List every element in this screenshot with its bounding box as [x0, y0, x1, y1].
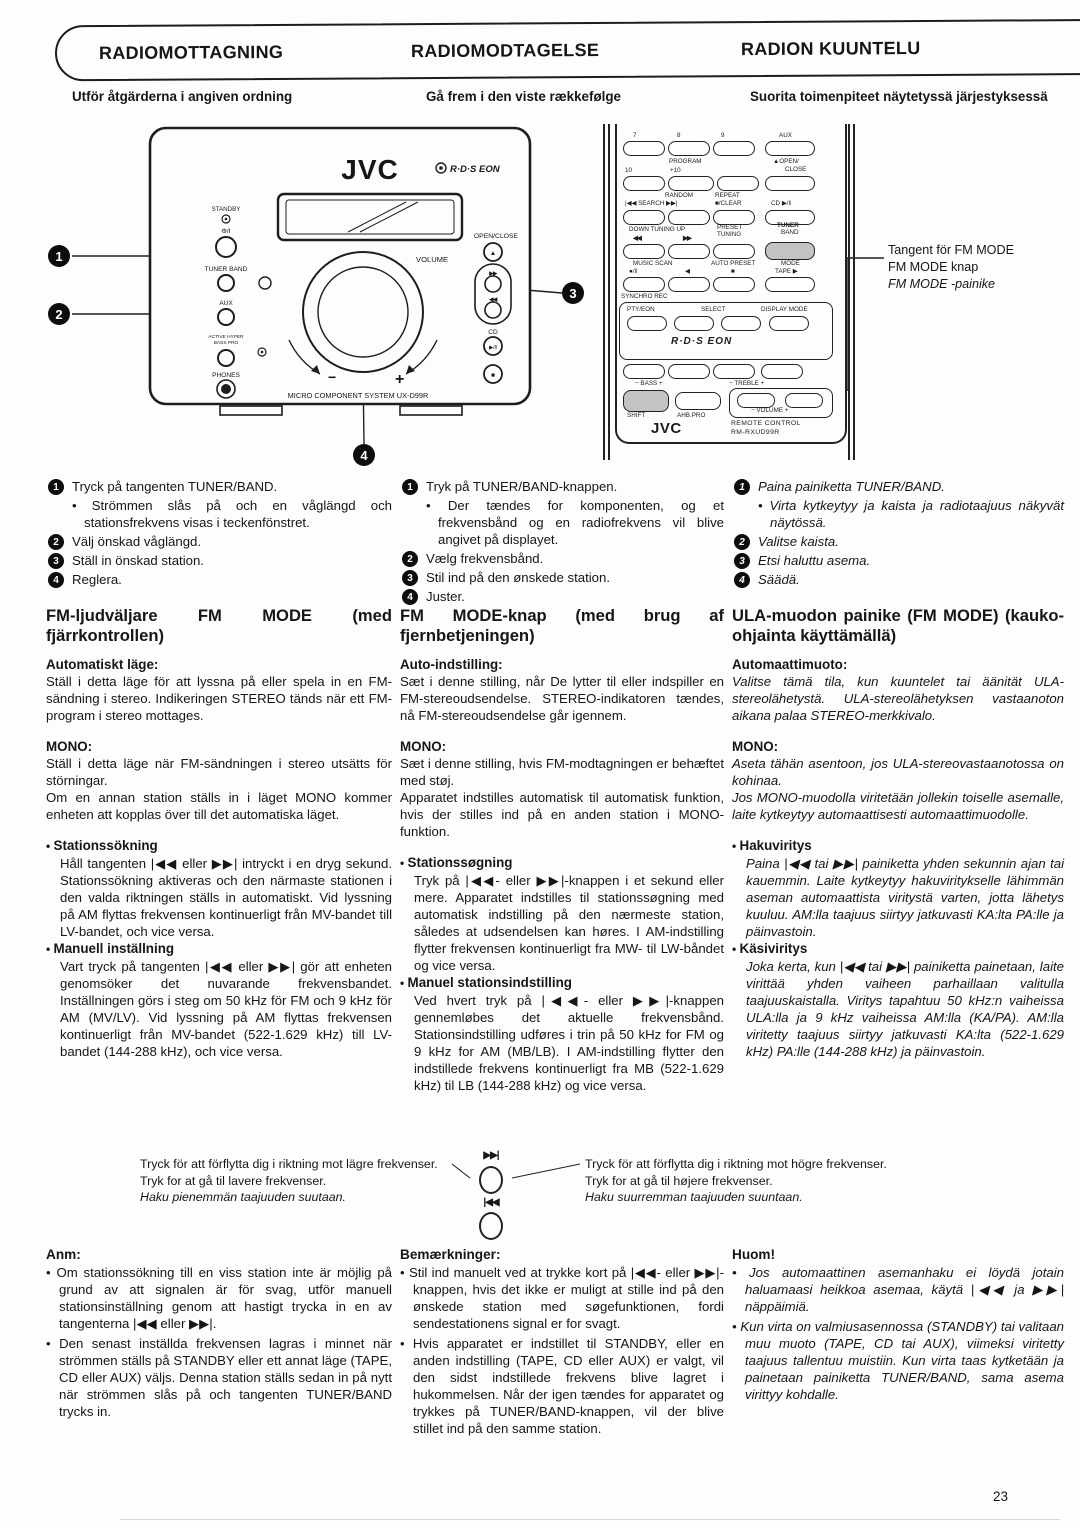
skip-higher-sv: Tryck för att förflytta dig i riktning mot högre frekvenser. [585, 1157, 887, 1171]
manual-tuning-heading: • Manuell inställning [46, 940, 392, 958]
step-3-badge: 3 [402, 570, 418, 586]
title-swedish: RADIOMOTTAGNING [98, 41, 284, 63]
fm-mode-callout-fi: FM MODE -painike [888, 277, 996, 291]
notes-danish [400, 1246, 724, 1440]
remote-random-label: RANDOM [665, 192, 693, 199]
remote-shift-key [623, 390, 669, 412]
remote-search-back-key [623, 210, 665, 225]
page-number: 23 [993, 1489, 1009, 1504]
step-2-badge: 2 [734, 534, 750, 550]
skip-back-icon: |◀◀ [483, 1196, 499, 1208]
remote-bass-down-key [623, 364, 665, 379]
device-foot [220, 406, 282, 415]
step-2-badge: 2 [48, 534, 64, 550]
open-close-label: OPEN/CLOSE [473, 233, 519, 240]
remote-open-close-key [765, 176, 815, 191]
callout-3: 3 [562, 282, 584, 304]
auto-mode-text: Sæt i denne stilling, når De lytter til eller indspiller en FM-stereoudsendelse. STEREO-indikatoren tændes, nå FM-stereoudsendelse går igennem. [400, 674, 724, 723]
skip-higher-fi: Haku suurremman taajuuden suuntaan. [585, 1190, 803, 1204]
fm-mode-callout [888, 242, 1014, 293]
remote-synchro-rec-label: SYNCHRO REC [621, 293, 668, 300]
remote-bass-label: − BASS + [635, 380, 663, 387]
volume-minus: − [328, 369, 337, 385]
remote-tuner-label: TUNER [777, 222, 799, 229]
remote-key-8-label: 8 [677, 132, 681, 139]
skip-back-button [479, 1212, 503, 1240]
auto-mode-heading: Automatiskt läge: [46, 657, 159, 672]
step-text: Juster. [426, 589, 465, 604]
step-text: Stil ind på den ønskede station. [426, 570, 611, 585]
step-text: Valitse kaista. [758, 534, 839, 549]
skip-forward-icon: ▶▶| [483, 1150, 499, 1161]
remote-ff-icon: ▶▶ [683, 235, 691, 242]
remote-treble-up-key [761, 364, 803, 379]
auto-mode-text: Ställ i detta läge för att lyssna på eller spela in en FM-sändning i stereo. Indikeringen STEREO tänds när ett FM-program i stereo mottages. [46, 674, 392, 723]
remote-treble-down-key [713, 364, 755, 379]
remote-key-9-label: 9 [721, 132, 725, 139]
section-danish [400, 606, 724, 1094]
note-item: • Den senast inställda frekvensen lagras i minnet när strömmen ställs på STANDBY eller ett annat läge (TAPE, CD eller AUX) väljs. Denna station ställs sedan in på nytt när strömmen slås på och tangenten TUNER/BAND trycks in. [46, 1335, 392, 1420]
skip-note-left [140, 1156, 458, 1206]
remote-volume-up-key [785, 393, 823, 408]
remote-tape-key [765, 277, 815, 292]
remote-pty-key [627, 316, 667, 331]
remote-control-label: REMOTE CONTROL [731, 420, 801, 427]
step-4-badge: 4 [402, 589, 418, 605]
device-foot [400, 406, 462, 415]
remote-program-label: PROGRAM [669, 158, 702, 165]
step-text: Säädä. [758, 572, 800, 587]
stop-icon: ■ [491, 372, 495, 379]
section-swedish [46, 606, 392, 1094]
remote-clear-label: ■/CLEAR [715, 200, 742, 207]
volume-plus: + [395, 371, 405, 388]
eject-icon: ▲ [489, 250, 497, 257]
note-item: • Jos automaattinen asemanhaku ei löydä jotain haluamaasi heikkoa asemaa, käytä |◀◀ ja ▶▶| näppäimiä. [732, 1264, 1064, 1315]
ahb-label-1: ACTIVE HYPER [208, 335, 244, 340]
remote-select-down-key [674, 316, 714, 331]
play-pause-icon: ▶/‖ [489, 345, 497, 351]
remote-preset-tuning-key [713, 244, 755, 259]
skip-higher-da: Tryk for at gå til højere frekvenser. [585, 1173, 773, 1188]
remote-volume-label: − VOLUME + [751, 407, 789, 414]
manual-tuning-text: Joka kerta, kun |◀◀ tai ▶▶| painiketta painetaan, laite virittää yhden vaiheen parhaillaan valitulla taajuuskaistalla. Viritys tapahtuu 50 kHz:n vaiheissa ULA:lla ja 9 kHz vaiheissa AM:lla (KA/PA). AM:lla viritetty taajuus siirtyy jatkuvasti KA:lta (522-1.629 kHz) PA:lle (144-288 kHz) ja päinvastoin. [746, 959, 1064, 1059]
illustration-area [0, 118, 1080, 478]
device-rds-label: R·D·S EON [450, 164, 500, 175]
subtitle-danish: Gå frem i den viste rækkefølge [426, 89, 621, 104]
notes-finnish [732, 1246, 1064, 1440]
step-4-badge: 4 [48, 572, 64, 588]
step-2-badge: 2 [402, 551, 418, 567]
remote-search-fwd-key [668, 210, 710, 225]
phones-label: PHONES [212, 372, 240, 379]
seek-tuning-text: Paina |◀◀ tai ▶▶| painiketta yhden sekunnin ajan tai kauemmin. Laite kytkeytyy hakuviritykselle lähimmän aseman automaattista viritystä varten, jotta lähetys kuuluu. AM:lla taajuus siirtyy jatkuvasti KA:lta PA:lle ja päinvastoin. [746, 856, 1064, 939]
fm-mode-sections [46, 606, 1064, 1094]
remote-shift-label: SHIFT [627, 412, 646, 419]
remote-treble-label: − TREBLE + [729, 380, 765, 387]
remote-spare-key [717, 176, 759, 191]
skip-lower-fi: Haku pienemmän taajuuden suutaan. [140, 1190, 346, 1204]
notes-heading: Anm: [46, 1247, 81, 1262]
step-text: Reglera. [72, 572, 122, 587]
manual-tuning-text: Vart tryck på tangenten |◀◀ eller ▶▶| gör att enheten genomsöker det nuvarande frekvensbandet. Inställningen görs i steg om 50 kHz för FM och 9 kHz för AM (MV/LV). Vid lyssning på AM flyttas frekvensen kontinuerligt från MV-bandet (522-1.629 kHz) till LV-bandet (144-288 kHz), och vice versa. [60, 959, 392, 1059]
remote-ahb-pro-key [675, 392, 721, 410]
manual-tuning-text: Ved hvert tryk på |◀◀- eller ▶▶|-knappen gennemløbes det aktuelle frekvensbånd. Stationsindstilling udføres i trin på 50 kHz for FM og 9 kHz for AM (MB/LB). I AM-indstilling flytter den indstillede frekvens kontinuerligt fra MB (522-1.629 kHz) til LB (144-288 kHz) og vice versa. [414, 993, 724, 1093]
remote-key-7-label: 7 [633, 132, 637, 139]
seek-tuning-heading: • Stationssökning [46, 837, 392, 855]
step-1-badge: 1 [402, 479, 418, 495]
mono-heading: MONO: [732, 739, 779, 754]
remote-volume-down-key [737, 393, 775, 408]
auto-mode-heading: Auto-indstilling: [400, 657, 503, 672]
section-finnish [732, 606, 1064, 1094]
remote-plus10-key [668, 176, 714, 191]
step-subtext: • Der tændes for komponenten, og et frekvensbånd og en radiofrekvens vil blive angivet på displayet. [426, 497, 724, 548]
skip-note-right [585, 1156, 915, 1206]
note-item: • Kun virta on valmiusasennossa (STANDBY) tai valitaan muu muoto (TAPE, CD tai AUX), viimeksi viritetty taajuus tallentuu muistiin. Kun virta taas kytketään ja painetaan painiketta TUNER/BAND, sama asema virittyy kohdalle. [732, 1318, 1064, 1403]
remote-pty-eon-label: PTY/EON [627, 306, 655, 313]
title-danish: RADIOMODTAGELSE [410, 39, 600, 61]
step-subtext: • Strömmen slås på och en våglängd och stationsfrekvens visas i teckenfönstret. [72, 497, 392, 531]
callout-1: 1 [48, 245, 70, 267]
step-1-badge: 1 [734, 479, 750, 495]
skip-lower-sv: Tryck för att förflytta dig i riktning mot lägre frekvenser. [140, 1157, 438, 1171]
notes-swedish [46, 1246, 392, 1440]
remote-tape-label: TAPE ▶ [775, 268, 798, 275]
section-title: FM-ljudväljare FM MODE (med fjärrkontrollen) [46, 606, 392, 645]
remote-tuning-up-key [668, 244, 710, 259]
remote-mode-label: MODE [781, 260, 800, 267]
remote-tuning-label: TUNING [717, 231, 742, 238]
remote-band-label: BAND [781, 229, 799, 236]
remote-plus10-label: +10 [670, 167, 681, 174]
skip-forward-button [479, 1166, 503, 1194]
remote-clear-key [713, 210, 755, 225]
seek-tuning-text: Tryk på |◀◀- eller ▶▶|-knappen i et sekund eller mere. Apparatet indstilles til stationssøgning med automatisk indstilling på den nærmeste station, således at udsendelsen kan høres. I AM-indstilling flytter frekvensen kontinuerligt fra MW- til LW-båndet og vice versa. [414, 873, 724, 973]
steps-swedish [46, 478, 392, 607]
fm-mode-callout-da: FM MODE knap [888, 260, 979, 274]
manual-tuning-heading: • Käsiviritys [732, 940, 1064, 958]
subtitle-row [46, 88, 1064, 105]
subtitle-swedish: Utför åtgärderna i angiven ordning [72, 89, 293, 104]
step-text: Etsi haluttu asema. [758, 553, 871, 568]
remote-key-9 [713, 141, 755, 156]
fm-mode-callout-sv: Tangent för FM MODE [888, 243, 1014, 257]
mono-heading: MONO: [46, 739, 93, 754]
remote-illustration [603, 124, 855, 460]
note-item: • Hvis apparatet er indstillet til STANDBY, eller en anden indstilling (TAPE, CD eller AUX) er valgt, vil den sidst indstillede frekvens blive lagret i hukommelsen. Når der igen tændes for apparatet og trykkes på TUNER/BAND-knappen, vil der blive stillet ind på den samme station. [400, 1335, 724, 1437]
note-item: • Om stationssökning till en viss station inte är möjlig på grund av att signalen är för svag, utför manuell stationsinställning genom att hastigt trycka in en av tangenterna |◀◀ eller ▶▶|. [46, 1264, 392, 1332]
remote-aux-key [765, 141, 815, 156]
skip-note [0, 1148, 1080, 1240]
cd-label: CD [488, 329, 498, 336]
step-text: Vælg frekvensbånd. [426, 551, 544, 566]
step-text: Välj önskad våglängd. [72, 534, 202, 549]
remote-key-10-label: 10 [625, 167, 633, 174]
header-band [55, 19, 1080, 82]
steps-finnish [732, 478, 1064, 607]
note-item: • Stil ind manuelt ved at trykke kort på |◀◀- eller ▶▶|-knappen, hvis det ikke er muligt at stille ind på den ønskede station med søgefunktionen, fordi sendestationens signal er for svagt. [400, 1264, 724, 1332]
step-4-badge: 4 [734, 572, 750, 588]
remote-repeat-label: REPEAT [715, 192, 740, 199]
remote-model-label: RM-RXUD99R [731, 429, 780, 436]
seek-tuning-text: Håll tangenten |◀◀ eller ▶▶| intryckt i en dryg sekund. Stationssökning aktiveras och den närmaste stationen i den valda riktningen ställs in automatiskt. Vid lyssning på AM flyttas frekvensen kontinuerligt från MV-bandet till LV-bandet, och vice versa. [60, 856, 392, 939]
manual-tuning-heading: • Manuel stationsindstilling [400, 974, 724, 992]
skip-lower-da: Tryk for at gå til lavere frekvenser. [140, 1173, 327, 1188]
device-model: MICRO COMPONENT SYSTEM UX-D99R [287, 391, 429, 400]
device-illustration [148, 122, 588, 422]
remote-rds-logo: R·D·S EON [671, 336, 733, 347]
mono-text-2: Om en annan station ställs in i läget MONO kommer enheten att kopplas över till det automatiska läget. [46, 790, 392, 822]
mono-text-2: Jos MONO-muodolla viritetään jollekin toiselle asemalle, laite kytkeytyy automaattisesti automaattimuodolle. [732, 790, 1064, 822]
tuner-band-label: TUNER BAND [204, 266, 248, 273]
callout-2: 2 [48, 303, 70, 325]
skip-forward-icon: ▶▶ [489, 271, 497, 277]
remote-ahb-pro-label: AHB.PRO [677, 412, 706, 419]
remote-stop-key [713, 277, 755, 292]
remote-key-8 [668, 141, 710, 156]
remote-tuning-down-key [623, 244, 665, 259]
remote-display-mode-label: DISPLAY MODE [761, 306, 808, 313]
remote-auto-preset-label: AUTO PRESET [711, 260, 756, 267]
remote-select-label: SELECT [701, 306, 726, 313]
auto-mode-heading: Automaattimuoto: [732, 657, 848, 672]
remote-play-key [668, 277, 710, 292]
skip-back-icon: ◀◀ [489, 297, 497, 303]
step-text: Tryk på TUNER/BAND-knappen. [426, 479, 618, 494]
mono-heading: MONO: [400, 739, 447, 754]
remote-music-scan-label: MUSIC SCAN [633, 260, 673, 267]
step-1-badge: 1 [48, 479, 64, 495]
seek-tuning-heading: • Hakuviritys [732, 837, 1064, 855]
remote-display-mode-key [769, 316, 809, 331]
mono-text-2: Apparatet indstilles automatisk til automatisk funktion, hvis der stilles ind på en anden station i MONO-funktion. [400, 790, 724, 839]
remote-brand-logo: JVC [651, 420, 682, 437]
title-finnish: RADION KUUNTELU [740, 37, 921, 59]
remote-rec-pause-key [623, 277, 665, 292]
notes-heading: Bemærkninger: [400, 1247, 501, 1262]
step-3-badge: 3 [48, 553, 64, 569]
seek-tuning-heading: • Stationssøgning [400, 854, 724, 872]
section-title: ULA-muodon painike (FM MODE) (kauko-ohjainta käyttämällä) [732, 606, 1064, 645]
power-label: Φ/I [221, 228, 231, 235]
callout-4: 4 [353, 444, 375, 466]
remote-select-up-key [721, 316, 761, 331]
remote-aux-label: AUX [779, 132, 792, 139]
notes-heading: Huom! [732, 1247, 776, 1262]
auto-mode-text: Valitse tämä tila, kun kuuntelet tai äänität ULA-stereolähetystä. ULA-stereolähetyksen vastaanoton aikana palaa STEREO-merkkivalo. [732, 674, 1064, 723]
mono-text-1: Sæt i denne stilling, hvis FM-modtagningen er behæftet med støj. [400, 756, 724, 788]
remote-key-7 [623, 141, 665, 156]
remote-bass-up-key [668, 364, 710, 379]
remote-key-10 [623, 176, 665, 191]
remote-rec-pause-label: ●/‖ [629, 268, 638, 275]
remote-search-label: |◀◀ SEARCH ▶▶| [625, 200, 678, 207]
steps-row [46, 478, 1064, 607]
remote-play-left-label: ◀ [685, 268, 690, 275]
scan-artifact [120, 1519, 1060, 1520]
volume-label: VOLUME [416, 255, 449, 264]
device-brand-logo: JVC [341, 154, 399, 185]
ahb-label-2: BASS PRO [213, 341, 239, 346]
remote-open-label-1: ▲OPEN/ [773, 158, 799, 165]
step-text: Paina painiketta TUNER/BAND. [758, 479, 945, 494]
step-3-badge: 3 [734, 553, 750, 569]
mono-text-1: Aseta tähän asentoon, jos ULA-stereovastaanotossa on kohinaa. [732, 756, 1064, 788]
remote-stop-label: ■ [731, 268, 735, 275]
step-subtext: • Virta kytkeytyy ja kaista ja radiotaajuus näkyvät näytössä. [758, 497, 1064, 531]
mono-text-1: Ställ i detta läge när FM-sändningen i stereo utsätts för störningar. [46, 756, 392, 788]
step-text: Ställ in önskad station. [72, 553, 204, 568]
remote-open-label-2: CLOSE [785, 166, 807, 173]
aux-label: AUX [219, 300, 233, 307]
skip-buttons-icon [468, 1148, 514, 1241]
section-title: FM MODE-knap (med brug af fjernbetjeningen) [400, 606, 724, 645]
notes-row [46, 1246, 1064, 1440]
remote-fm-mode-key [765, 242, 815, 260]
remote-rew-icon: ◀◀ [633, 235, 641, 242]
subtitle-finnish: Suorita toimenpiteet näytetyssä järjestyksessä [750, 89, 1048, 104]
remote-preset-label: PRESET [717, 224, 743, 231]
step-text: Tryck på tangenten TUNER/BAND. [72, 479, 278, 494]
standby-label: STANDBY [211, 206, 241, 213]
steps-danish [400, 478, 724, 607]
remote-cd-label: CD ▶/‖ [771, 200, 792, 207]
remote-down-tuning-up-label: DOWN TUNING UP [629, 226, 686, 233]
